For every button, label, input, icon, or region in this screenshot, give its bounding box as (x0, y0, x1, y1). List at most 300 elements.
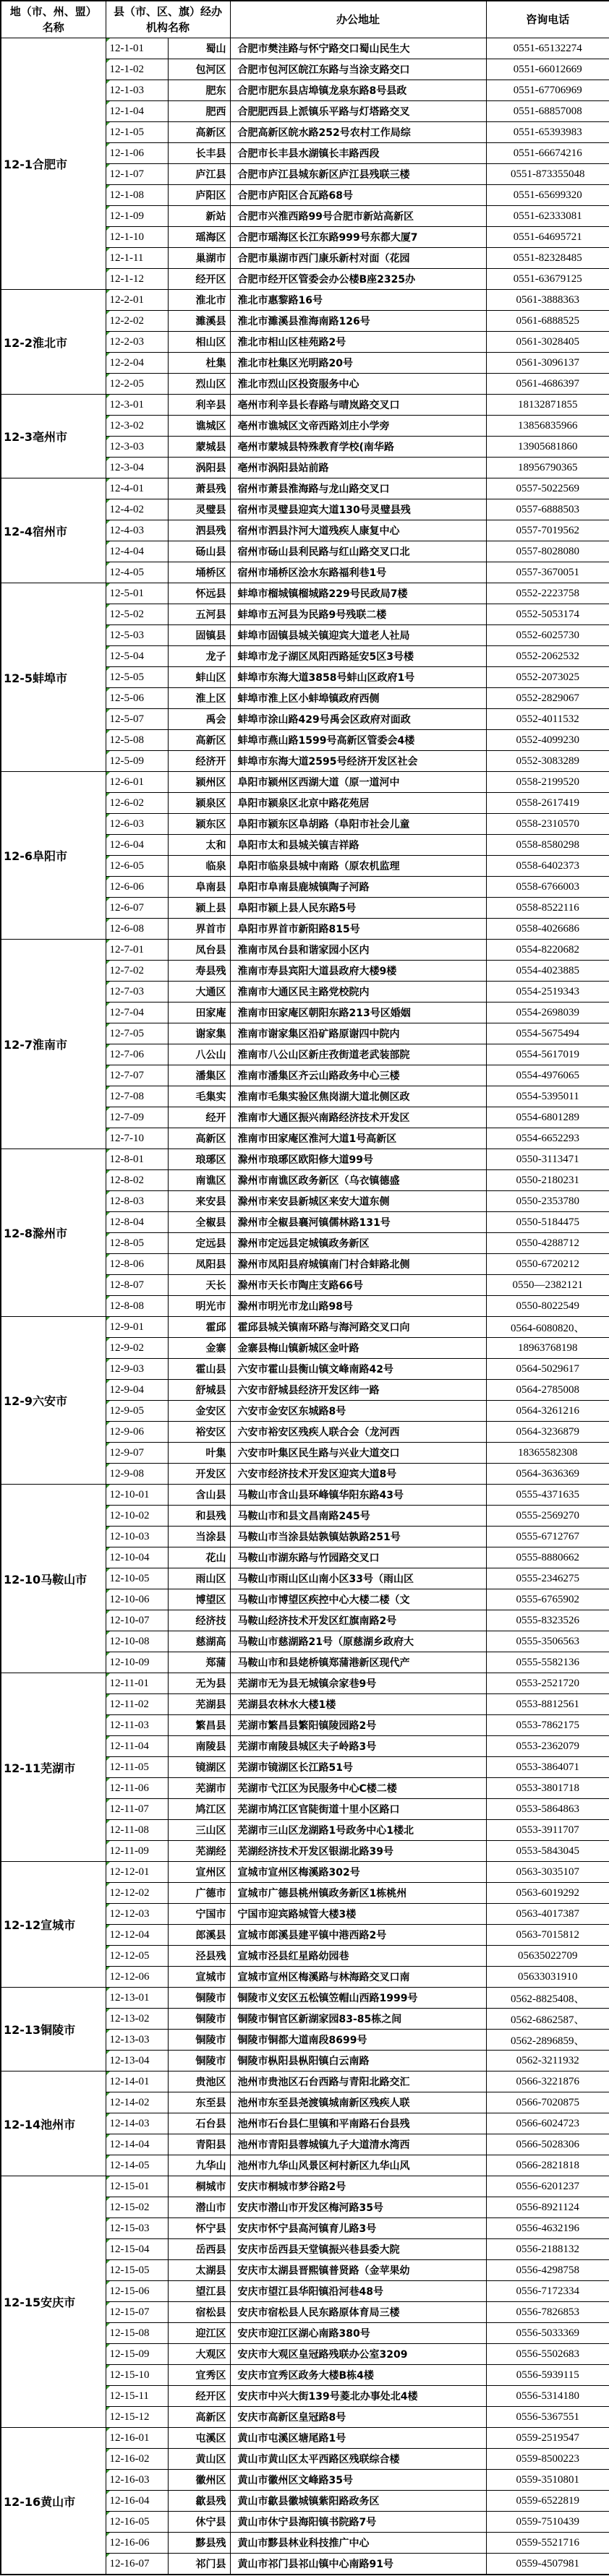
code-cell: 12-5-01 (106, 583, 168, 604)
address-cell: 阜阳市界首市新阳路815号 (230, 919, 486, 940)
phone-cell: 0556-5502683 (486, 2344, 609, 2365)
code-cell: 12-15-04 (106, 2239, 168, 2260)
address-cell: 马鞍山市湖东路与竹园路交叉口 (230, 1547, 486, 1568)
org-cell: 埇桥区 (168, 562, 230, 583)
city-cell: 12-12宣城市 (1, 1862, 106, 1988)
code-cell: 12-13-04 (106, 2051, 168, 2071)
phone-cell: 0555-3506563 (486, 1631, 609, 1652)
org-cell: 金寨 (168, 1338, 230, 1359)
table-row (1, 1862, 609, 1883)
phone-cell: 0551-82328485 (486, 248, 609, 269)
phone-cell: 0561-6888525 (486, 311, 609, 332)
address-cell: 芜湖市鸠江区官陡街道十里小区路口 (230, 1799, 486, 1820)
org-cell: 三山区 (168, 1820, 230, 1841)
address-cell: 淮北市相山区桂苑路2号 (230, 332, 486, 353)
phone-cell: 0559-7510439 (486, 2512, 609, 2533)
phone-cell: 0556-2188132 (486, 2239, 609, 2260)
code-cell: 12-5-05 (106, 667, 168, 688)
code-cell: 12-7-01 (106, 940, 168, 961)
code-cell: 12-3-02 (106, 416, 168, 437)
code-cell: 12-8-04 (106, 1212, 168, 1233)
phone-cell: 0554-6801289 (486, 1107, 609, 1128)
org-cell: 无为县 (168, 1673, 230, 1694)
address-cell: 阜阳市颍上县人民东路5号 (230, 898, 486, 919)
phone-cell: 0554-5617019 (486, 1044, 609, 1065)
address-cell: 合肥高新区皖水路252号农村工作局综 (230, 122, 486, 143)
address-cell: 淮北市濉溪县淮海南路126号 (230, 311, 486, 332)
code-cell: 12-3-04 (106, 458, 168, 478)
phone-cell: 0555-6712767 (486, 1527, 609, 1547)
code-cell: 12-14-03 (106, 2113, 168, 2134)
code-cell: 12-15-07 (106, 2302, 168, 2323)
phone-cell: 0553-3864071 (486, 1757, 609, 1778)
address-cell: 黄山市屯溪区塘尾路1号 (230, 2428, 486, 2449)
org-cell: 郑蒲 (168, 1652, 230, 1673)
org-cell: 镜湖区 (168, 1757, 230, 1778)
org-cell: 凤台县 (168, 940, 230, 961)
address-cell: 合肥市经开区管委会办公楼B座2325办 (230, 269, 486, 290)
code-cell: 12-4-02 (106, 499, 168, 520)
org-cell: 萧县残 (168, 478, 230, 499)
address-cell: 阜阳市临泉县城中南路（原农机监理 (230, 856, 486, 877)
address-cell: 芜湖市无为县无城镇佘家巷9号 (230, 1673, 486, 1694)
org-cell: 庐阳区 (168, 185, 230, 206)
address-cell: 合肥市樊洼路与怀宁路交口蜀山民生大 (230, 38, 486, 59)
org-cell: 来安县 (168, 1191, 230, 1212)
org-cell: 经开区 (168, 2386, 230, 2407)
code-cell: 12-9-01 (106, 1317, 168, 1338)
org-cell: 经济开 (168, 751, 230, 772)
phone-cell: 0563-6019292 (486, 1883, 609, 1904)
address-cell: 淮南市田家庵区朝阳东路213号区婚姻 (230, 1003, 486, 1023)
phone-cell: 0564-3236879 (486, 1422, 609, 1443)
phone-cell: 0557-6888503 (486, 499, 609, 520)
code-cell: 12-15-03 (106, 2218, 168, 2239)
code-cell: 12-6-06 (106, 877, 168, 898)
table-row (1, 583, 609, 604)
phone-cell: 0552-2073025 (486, 667, 609, 688)
code-cell: 12-10-03 (106, 1527, 168, 1547)
address-cell: 蚌埠市淮上区小蚌埠镇政府西侧 (230, 688, 486, 709)
address-cell: 宣城市郎溪县建平镇中港西路2号 (230, 1925, 486, 1946)
code-cell: 12-6-02 (106, 793, 168, 814)
phone-cell: 0566-7020875 (486, 2092, 609, 2113)
code-cell: 12-11-08 (106, 1820, 168, 1841)
code-cell: 12-5-04 (106, 646, 168, 667)
code-cell: 12-8-08 (106, 1296, 168, 1317)
address-cell: 霍邱县城关镇南环路与海河路交叉口向 (230, 1317, 486, 1338)
address-cell: 淮南市谢家集区沿矿路原谢四中院内 (230, 1023, 486, 1044)
address-cell: 蚌埠市东海大道3858号蚌山区政府1号 (230, 667, 486, 688)
phone-cell: 0564-2785008 (486, 1380, 609, 1401)
phone-cell: 0556-4298758 (486, 2260, 609, 2281)
org-cell: 蚌山区 (168, 667, 230, 688)
phone-cell: 0553-3911707 (486, 1820, 609, 1841)
phone-cell: 0559-8500223 (486, 2449, 609, 2470)
org-cell: 屯溪区 (168, 2428, 230, 2449)
org-cell: 芜湖市 (168, 1778, 230, 1799)
address-cell: 滁州市来安县新城区来安大道东侧 (230, 1191, 486, 1212)
org-cell: 宜秀区 (168, 2365, 230, 2386)
code-cell: 12-11-03 (106, 1715, 168, 1736)
code-cell: 12-16-05 (106, 2512, 168, 2533)
code-cell: 12-12-01 (106, 1862, 168, 1883)
code-cell: 12-16-02 (106, 2449, 168, 2470)
org-cell: 相山区 (168, 332, 230, 353)
org-cell: 颍州区 (168, 772, 230, 793)
address-cell: 蚌埠市五河县为民路9号残联二楼 (230, 604, 486, 625)
code-cell: 12-9-02 (106, 1338, 168, 1359)
org-cell: 东至县 (168, 2092, 230, 2113)
code-cell: 12-8-07 (106, 1275, 168, 1296)
code-cell: 12-5-07 (106, 709, 168, 730)
code-cell: 12-10-07 (106, 1610, 168, 1631)
address-cell: 合肥市兴淮西路99号合肥市新站高新区 (230, 206, 486, 227)
org-cell: 青阳县 (168, 2134, 230, 2155)
address-cell: 蚌埠市东海大道2595号经济开发区社会 (230, 751, 486, 772)
code-cell: 12-9-04 (106, 1380, 168, 1401)
org-cell: 芜湖经 (168, 1841, 230, 1862)
org-cell: 含山县 (168, 1485, 230, 1506)
phone-cell: 0562-8825408、 (486, 1988, 609, 2009)
city-cell: 12-8滁州市 (1, 1149, 106, 1317)
address-cell: 安庆市岳西县天堂镇振兴巷县委大院 (230, 2239, 486, 2260)
phone-cell: 0558-2199520 (486, 772, 609, 793)
phone-cell: 0552-6025730 (486, 625, 609, 646)
org-cell: 砀山县 (168, 541, 230, 562)
org-cell: 广德市 (168, 1883, 230, 1904)
table-body (1, 38, 609, 2575)
address-cell: 阜阳市太和县城关镇吉祥路 (230, 835, 486, 856)
org-cell: 临泉 (168, 856, 230, 877)
code-cell: 12-16-07 (106, 2554, 168, 2575)
phone-cell: 18365582308 (486, 1443, 609, 1464)
address-cell: 安庆市宿松县人民东路原体育局三楼 (230, 2302, 486, 2323)
table-row (1, 38, 609, 59)
code-cell: 12-16-01 (106, 2428, 168, 2449)
address-cell: 安庆市大观区皇冠路残联办公室3209 (230, 2344, 486, 2365)
phone-cell: 0553-5864863 (486, 1799, 609, 1820)
code-cell: 12-15-11 (106, 2386, 168, 2407)
address-cell: 马鞍山市雨山区山南小区33号（雨山区 (230, 1568, 486, 1589)
city-cell: 12-15安庆市 (1, 2176, 106, 2428)
address-cell: 淮南市潘集区齐云山路政务中心三楼 (230, 1065, 486, 1086)
code-cell: 12-12-02 (106, 1883, 168, 1904)
code-cell: 12-1-05 (106, 122, 168, 143)
address-cell: 铜陵市义安区五松镇笠帽山西路1999号 (230, 1988, 486, 2009)
org-cell: 黄山区 (168, 2449, 230, 2470)
org-cell: 灵璧县 (168, 499, 230, 520)
code-cell: 12-13-02 (106, 2009, 168, 2030)
phone-cell: 05635022709 (486, 1946, 609, 1967)
code-cell: 12-1-01 (106, 38, 168, 59)
phone-cell: 0562-2896859、 (486, 2030, 609, 2051)
org-cell: 淮上区 (168, 688, 230, 709)
address-cell: 蚌埠市龙子湖区凤阳西路延安5区3号楼 (230, 646, 486, 667)
address-cell: 马鞍山市和县文昌南路245号 (230, 1506, 486, 1527)
org-cell: 田家庵 (168, 1003, 230, 1023)
phone-cell: 0553-2362079 (486, 1736, 609, 1757)
org-cell: 五河县 (168, 604, 230, 625)
code-cell: 12-12-04 (106, 1925, 168, 1946)
phone-cell: 0551-62333081 (486, 206, 609, 227)
phone-cell: 0563-3035107 (486, 1862, 609, 1883)
org-cell: 经开区 (168, 269, 230, 290)
phone-cell: 18132871855 (486, 395, 609, 416)
address-cell: 滁州市凤阳县府城镇南门村合蚌路北侧 (230, 1254, 486, 1275)
code-cell: 12-10-04 (106, 1547, 168, 1568)
phone-cell: 0552-5053174 (486, 604, 609, 625)
org-cell: 霍山县 (168, 1359, 230, 1380)
address-cell: 安庆市望江县华阳镇沿河巷48号 (230, 2281, 486, 2302)
code-cell: 12-5-06 (106, 688, 168, 709)
table-row (1, 1149, 609, 1170)
address-cell: 池州市东至县尧渡镇城南新区残疾人联 (230, 2092, 486, 2113)
address-cell: 宿州市萧县淮海路与龙山路交叉口 (230, 478, 486, 499)
address-cell: 亳州市利辛县长春路与晴岚路交叉口 (230, 395, 486, 416)
table-row (1, 1317, 609, 1338)
org-cell: 宣城市 (168, 1967, 230, 1988)
code-cell: 12-15-05 (106, 2260, 168, 2281)
table-row (1, 2071, 609, 2092)
city-cell: 12-11芜湖市 (1, 1673, 106, 1862)
code-cell: 12-9-08 (106, 1464, 168, 1485)
phone-cell: 0556-4632196 (486, 2218, 609, 2239)
address-cell: 蚌埠市榴城镇榴城路229号民政局7楼 (230, 583, 486, 604)
address-cell: 马鞍山市和县姥桥镇郑蒲港新区现代产 (230, 1652, 486, 1673)
phone-cell: 0551-873355048 (486, 164, 609, 185)
phone-cell: 0551-64695721 (486, 227, 609, 248)
code-cell: 12-15-02 (106, 2197, 168, 2218)
city-cell: 12-6阜阳市 (1, 772, 106, 940)
org-cell: 瑶海区 (168, 227, 230, 248)
code-cell: 12-1-02 (106, 59, 168, 80)
org-cell: 望江县 (168, 2281, 230, 2302)
org-cell: 怀远县 (168, 583, 230, 604)
code-cell: 12-8-01 (106, 1149, 168, 1170)
code-cell: 12-15-08 (106, 2323, 168, 2344)
code-cell: 12-5-03 (106, 625, 168, 646)
org-cell: 怀宁县 (168, 2218, 230, 2239)
phone-cell: 0555-5582136 (486, 1652, 609, 1673)
phone-cell: 0559-6522819 (486, 2491, 609, 2512)
code-cell: 12-3-03 (106, 437, 168, 458)
address-cell: 阜阳市颍泉区北京中路花苑居 (230, 793, 486, 814)
org-cell: 和县残 (168, 1506, 230, 1527)
phone-cell: 05633031910 (486, 1967, 609, 1988)
address-cell: 淮南市凤台县和谐家园小区内 (230, 940, 486, 961)
phone-cell: 0553-5843045 (486, 1841, 609, 1862)
code-cell: 12-7-03 (106, 982, 168, 1003)
org-cell: 寿县残 (168, 961, 230, 982)
code-cell: 12-6-07 (106, 898, 168, 919)
header-org: 县（市、区、旗）经办机构名称 (106, 1, 230, 38)
org-cell: 太和 (168, 835, 230, 856)
phone-cell: 0552-2223758 (486, 583, 609, 604)
phone-cell: 0558-8522116 (486, 898, 609, 919)
org-cell: 巢湖市 (168, 248, 230, 269)
phone-cell: 0566-5028306 (486, 2134, 609, 2155)
address-cell: 铜陵市铜官区新湖家园83-85栋之间 (230, 2009, 486, 2030)
address-cell: 滁州市全椒县襄河镇儒林路131号 (230, 1212, 486, 1233)
address-cell: 池州市九华山风景区柯村新区九华山风 (230, 2155, 486, 2176)
phone-cell: 0555-8323526 (486, 1610, 609, 1631)
code-cell: 12-9-05 (106, 1401, 168, 1422)
code-cell: 12-8-02 (106, 1170, 168, 1191)
address-cell: 宣城市广德县桃州镇政务新区1栋桃州 (230, 1883, 486, 1904)
code-cell: 12-10-01 (106, 1485, 168, 1506)
code-cell: 12-7-08 (106, 1086, 168, 1107)
org-cell: 铜陵市 (168, 2030, 230, 2051)
address-cell: 合肥市包河区皖江东路与当涂支路交口 (230, 59, 486, 80)
code-cell: 12-12-06 (106, 1967, 168, 1988)
phone-cell: 0551-67706969 (486, 80, 609, 101)
org-cell: 蒙城县 (168, 437, 230, 458)
code-cell: 12-7-09 (106, 1107, 168, 1128)
phone-cell: 0554-2519343 (486, 982, 609, 1003)
org-cell: 阜南县 (168, 877, 230, 898)
org-cell: 当涂县 (168, 1527, 230, 1547)
address-cell: 蚌埠市固镇县城关镇迎宾大道老人社局 (230, 625, 486, 646)
address-cell: 合肥市庐江县城东新区庐江县残联三楼 (230, 164, 486, 185)
org-cell: 桐城市 (168, 2176, 230, 2197)
phone-cell: 0555-2569270 (486, 1506, 609, 1527)
org-cell: 潜山市 (168, 2197, 230, 2218)
org-cell: 禹会 (168, 709, 230, 730)
code-cell: 12-5-02 (106, 604, 168, 625)
address-cell: 芜湖市三山区龙湖路1号政务中心1楼北 (230, 1820, 486, 1841)
address-cell: 合肥市肥东县店埠镇龙泉东路8号县政 (230, 80, 486, 101)
phone-cell: 0563-7015812 (486, 1925, 609, 1946)
code-cell: 12-6-03 (106, 814, 168, 835)
address-cell: 合肥市庐阳区合瓦路68号 (230, 185, 486, 206)
address-cell: 滁州市定远县定城镇政务新区 (230, 1233, 486, 1254)
code-cell: 12-16-04 (106, 2491, 168, 2512)
phone-cell: 13856835966 (486, 416, 609, 437)
phone-cell: 0559-4507981 (486, 2554, 609, 2575)
code-cell: 12-1-03 (106, 80, 168, 101)
address-cell: 淮北市惠黎路16号 (230, 290, 486, 311)
phone-cell: 0554-4976065 (486, 1065, 609, 1086)
phone-cell: 0557-7019562 (486, 520, 609, 541)
phone-cell: 0564-6080820、 (486, 1317, 609, 1338)
address-cell: 合肥市巢湖市西门康乐新村对面（花园 (230, 248, 486, 269)
address-cell: 亳州市蒙城县特殊教育学校(南华路 (230, 437, 486, 458)
code-cell: 12-2-03 (106, 332, 168, 353)
phone-cell: 0550-2353780 (486, 1191, 609, 1212)
phone-cell: 0553-7862175 (486, 1715, 609, 1736)
code-cell: 12-8-06 (106, 1254, 168, 1275)
phone-cell: 0558-4026686 (486, 919, 609, 940)
code-cell: 12-7-05 (106, 1023, 168, 1044)
org-cell: 琅琊区 (168, 1149, 230, 1170)
table-row (1, 772, 609, 793)
phone-cell: 0558-6766003 (486, 877, 609, 898)
phone-cell: 0556-8921124 (486, 2197, 609, 2218)
table-row (1, 2176, 609, 2197)
address-cell: 池州市青阳县蓉城镇九子大道清水湾西 (230, 2134, 486, 2155)
code-cell: 12-1-07 (106, 164, 168, 185)
city-cell: 12-13铜陵市 (1, 1988, 106, 2071)
address-cell: 阜阳市颍州区西湖大道（原一道河中 (230, 772, 486, 793)
org-cell: 谢家集 (168, 1023, 230, 1044)
code-cell: 12-2-05 (106, 374, 168, 395)
phone-cell: 0553-2521720 (486, 1673, 609, 1694)
address-cell: 合肥市长丰县水湖镇长丰路西段 (230, 143, 486, 164)
city-cell: 12-16黄山市 (1, 2428, 106, 2575)
address-cell: 蚌埠市燕山路1599号高新区管委会4楼 (230, 730, 486, 751)
code-cell: 12-11-04 (106, 1736, 168, 1757)
address-cell: 芜湖市繁昌县繁阳镇陵园路2号 (230, 1715, 486, 1736)
city-cell: 12-5蚌埠市 (1, 583, 106, 772)
code-cell: 12-4-04 (106, 541, 168, 562)
address-cell: 六安市舒城县经济开发区纬一路 (230, 1380, 486, 1401)
org-cell: 潘集区 (168, 1065, 230, 1086)
address-cell: 黄山市徽州区文峰路35号 (230, 2470, 486, 2491)
org-cell: 谯城区 (168, 416, 230, 437)
org-cell: 太湖县 (168, 2260, 230, 2281)
org-cell: 高新区 (168, 1128, 230, 1149)
phone-cell: 0554-4023885 (486, 961, 609, 982)
phone-cell: 0550-3113471 (486, 1149, 609, 1170)
phone-cell: 0550—2382121 (486, 1275, 609, 1296)
phone-cell: 0550-5184475 (486, 1212, 609, 1233)
org-cell: 舒城县 (168, 1380, 230, 1401)
code-cell: 12-2-01 (106, 290, 168, 311)
code-cell: 12-6-04 (106, 835, 168, 856)
address-cell: 合肥市瑶海区长江东路999号东都大厦7 (230, 227, 486, 248)
table-row (1, 1988, 609, 2009)
city-cell: 12-4宿州市 (1, 478, 106, 583)
address-cell: 宣城市泾县红星路幼园巷 (230, 1946, 486, 1967)
address-cell: 马鞍山市含山县环峰镇华阳东路43号 (230, 1485, 486, 1506)
address-cell: 宿州市砀山县利民路与红山路交叉口北 (230, 541, 486, 562)
phone-cell: 0558-2310570 (486, 814, 609, 835)
org-cell: 九华山 (168, 2155, 230, 2176)
address-cell: 滁州市琅琊区欧阳修大道99号 (230, 1149, 486, 1170)
code-cell: 12-9-07 (106, 1443, 168, 1464)
code-cell: 12-7-10 (106, 1128, 168, 1149)
org-cell: 泾县残 (168, 1946, 230, 1967)
phone-cell: 0554-5675494 (486, 1023, 609, 1044)
org-cell: 雨山区 (168, 1568, 230, 1589)
address-cell: 六安市霍山县衡山镇文峰南路42号 (230, 1359, 486, 1380)
phone-cell: 0552-2829067 (486, 688, 609, 709)
phone-cell: 13905681860 (486, 437, 609, 458)
code-cell: 12-13-01 (106, 1988, 168, 2009)
phone-cell: 0556-6201237 (486, 2176, 609, 2197)
address-cell: 宣城市宣州区梅溪路302号 (230, 1862, 486, 1883)
address-cell: 安庆市迎江区湖心南路380号 (230, 2323, 486, 2344)
address-cell: 六安市金安区东城路8号 (230, 1401, 486, 1422)
org-cell: 石台县 (168, 2113, 230, 2134)
city-cell: 12-10马鞍山市 (1, 1485, 106, 1673)
code-cell: 12-1-08 (106, 185, 168, 206)
address-cell: 宁国市迎宾路城管大楼3楼 (230, 1904, 486, 1925)
city-cell: 12-3亳州市 (1, 395, 106, 478)
code-cell: 12-9-06 (106, 1422, 168, 1443)
address-cell: 六安市经济技术开发区迎宾大道8号 (230, 1464, 486, 1485)
org-cell: 歙县残 (168, 2491, 230, 2512)
city-cell: 12-9六安市 (1, 1317, 106, 1485)
code-cell: 12-14-05 (106, 2155, 168, 2176)
address-cell: 亳州市谯城区文帝西路刘庄小学旁 (230, 416, 486, 437)
org-cell: 徽州区 (168, 2470, 230, 2491)
code-cell: 12-1-09 (106, 206, 168, 227)
org-cell: 休宁县 (168, 2512, 230, 2533)
code-cell: 12-12-05 (106, 1946, 168, 1967)
phone-cell: 0559-5521716 (486, 2533, 609, 2554)
